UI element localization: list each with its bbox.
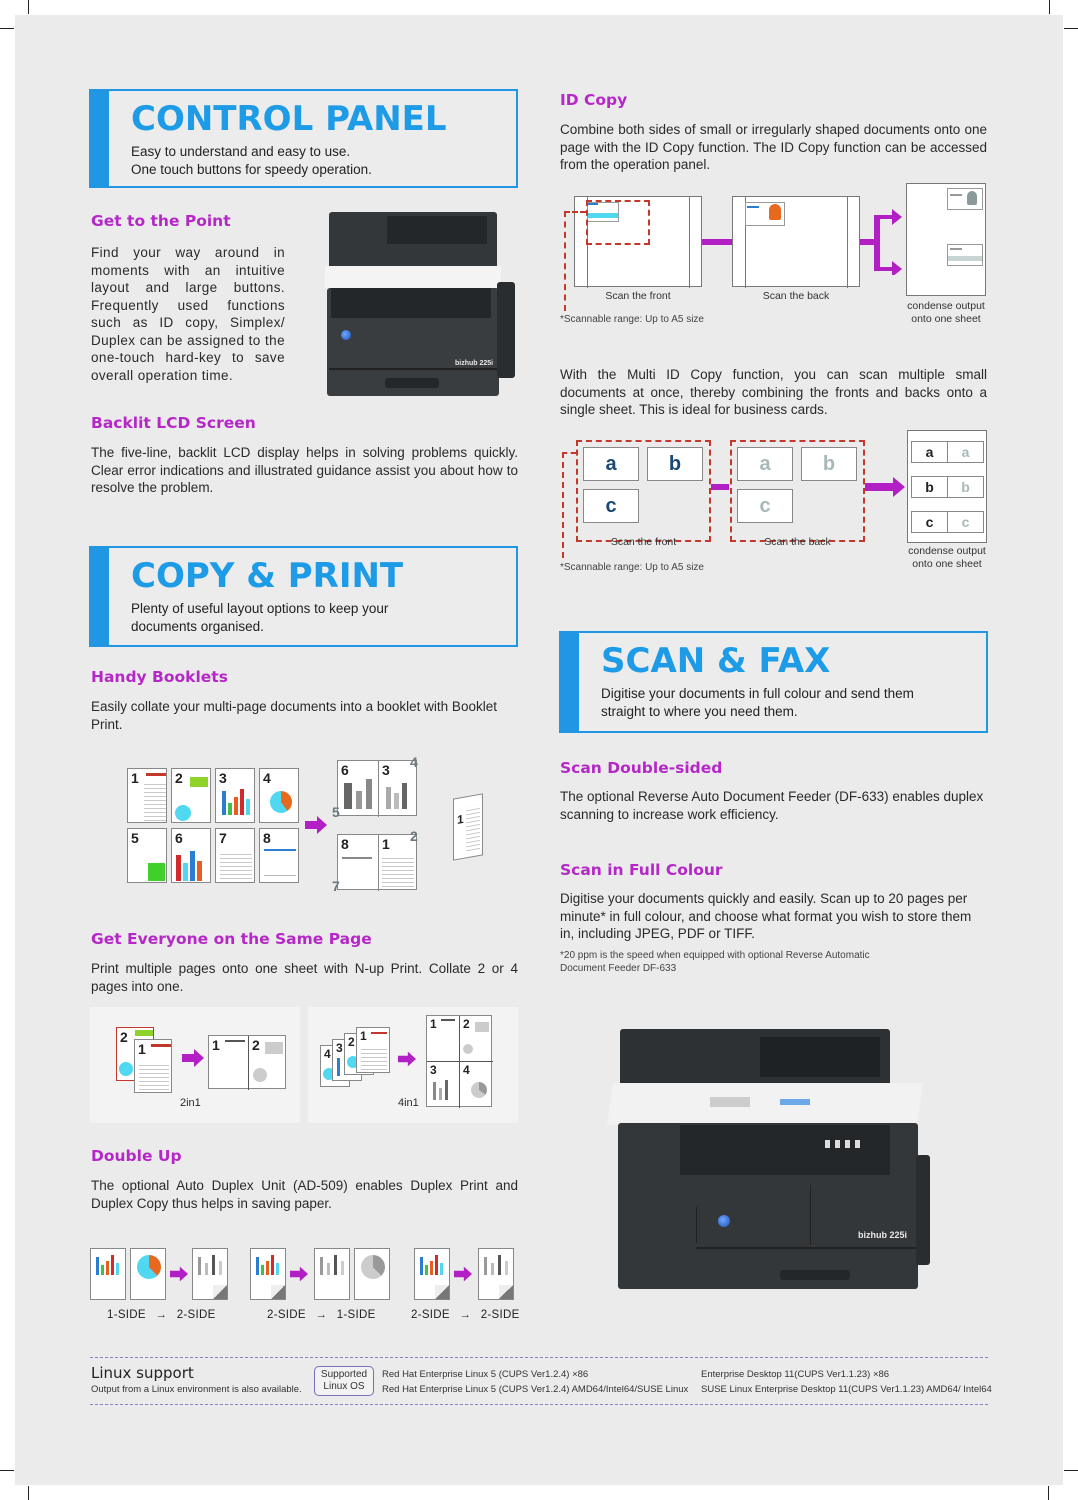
divider-bottom [90, 1404, 988, 1405]
card-front-a: a [583, 447, 639, 481]
4in1-output-sheet: 1 2 3 4 [426, 1015, 492, 1107]
page-thumb [134, 1039, 172, 1093]
mode-to: 2-SIDE [480, 1309, 520, 1321]
section-title: COPY & PRINT [131, 556, 404, 596]
body-get-to-the-point: Find your way around in moments with an intuitive layout and large buttons. Frequently used functions such as ID copy, Simplex/ Duplex can be assigned to the one-touch hard-key to save overall operation time. [91, 245, 285, 383]
spread-corner-number: 2 [410, 828, 418, 844]
spread-corner-number: 5 [332, 804, 340, 820]
booklet-spread-bottom [337, 834, 417, 890]
body-handy-booklets: Easily collate your multi-page documents into a booklet with Booklet Print. [91, 699, 497, 732]
divider-top [90, 1357, 988, 1358]
page-number: 8 [341, 836, 349, 852]
arrow-icon: → [459, 1309, 472, 1321]
multi-id-copy-diagram [560, 430, 990, 580]
body-multi-id-copy: With the Multi ID Copy function, you can scan multiple small documents at once, thereby combining the fronts and backs onto a single sheet. This is ideal for business cards. [560, 367, 987, 417]
brand-logo-icon [718, 1215, 730, 1227]
footnote-line: *20 ppm is the speed when equipped with optional Reverse Automatic [560, 950, 870, 961]
label-2in1: 2in1 [180, 1097, 201, 1109]
heading-get-to-the-point: Get to the Point [91, 212, 231, 230]
page-number: 8 [263, 830, 271, 846]
card-back-b: b [801, 447, 857, 481]
caption-scan-back: Scan the back [762, 290, 830, 302]
printer-image-large [610, 1025, 935, 1300]
mode-from: 1-SIDE [107, 1309, 146, 1321]
page-thumb: 4 [320, 1045, 350, 1087]
footnote-line: Document Feeder DF-633 [560, 963, 677, 974]
spread-corner-number: 4 [410, 754, 418, 770]
page-number: 6 [175, 830, 183, 846]
section-subtitle [601, 685, 914, 720]
caption-output: condense output onto one sheet [907, 300, 985, 325]
label-4in1: 4in1 [398, 1097, 419, 1109]
page-number: 2 [252, 1037, 260, 1053]
scannable-note: *Scannable range: Up to A5 size [560, 314, 704, 325]
arrow-right-icon [398, 1051, 416, 1067]
page-thumb [354, 1248, 390, 1300]
section-title: SCAN & FAX [601, 641, 831, 681]
nup-2in1-panel [90, 1007, 300, 1123]
page-thumb [127, 768, 167, 823]
body-scan-double-sided: The optional Reverse Auto Document Feeder (DF-633) enables duplex scanning to increase work efficiency. [560, 789, 984, 822]
page-thumb [250, 1248, 286, 1300]
page-number: 1 [212, 1037, 220, 1053]
printer-image [325, 210, 517, 398]
page-thumb: 2 [344, 1033, 374, 1075]
page-number: 6 [341, 762, 349, 778]
arrow-right-icon [290, 1266, 308, 1282]
output-card-back: c [947, 511, 984, 533]
page-number: 1 [382, 836, 390, 852]
booklet-spread-top [337, 760, 417, 816]
linux-subtitle: Output from a Linux environment is also available. [91, 1384, 302, 1395]
page-number: 4 [263, 770, 271, 786]
2in1-output-sheet [208, 1035, 286, 1089]
subtitle-line: Easy to understand and easy to use. [131, 144, 351, 159]
card-back-c: c [737, 489, 793, 523]
heading-nup: Get Everyone on the Same Page [91, 930, 372, 948]
model-label: bizhub 225i [455, 360, 494, 367]
duplex-2side-to-2side [410, 1248, 530, 1328]
nup-4in1-panel [308, 1007, 518, 1123]
duplex-mode-label [411, 1309, 520, 1321]
accent-bar [561, 633, 579, 731]
body-scan-full-colour: Digitise your documents quickly and easily. Scan up to 20 pages per minute* in full colour, and choose what format you wish to store them in, including JPEG, PDF or TIFF. [560, 891, 972, 941]
body-double-up: The optional Auto Duplex Unit (AD-509) enables Duplex Print and Duplex Copy thus helps in saving paper. [91, 1178, 518, 1211]
output-card-front: a [911, 441, 948, 463]
page-number: 3 [382, 762, 390, 778]
page-thumb [259, 768, 299, 823]
page-number: 1 [138, 1041, 146, 1057]
page-number: 3 [219, 770, 227, 786]
page-number: 1 [457, 811, 464, 827]
body-backlit-lcd: The five-line, backlit LCD display helps in solving problems quickly. Clear error indications and illustrated guidance assist you about how to resolve the problem. [91, 445, 518, 495]
page-thumb: 3 [332, 1039, 362, 1081]
page-thumb [130, 1248, 166, 1300]
caption-output: condense output onto one sheet [908, 545, 986, 570]
control-buttons [825, 1140, 865, 1148]
card-front-c: c [583, 489, 639, 523]
os-entry: SUSE Linux Enterprise Desktop 11(CUPS Ver1.1.23) AMD64/ Intel64 [701, 1384, 992, 1395]
caption-scan-front: Scan the front [605, 290, 671, 302]
id-copy-diagram [560, 183, 990, 333]
arrow-icon: → [155, 1309, 168, 1321]
page-thumb [314, 1248, 350, 1300]
mode-to: 2-SIDE [176, 1309, 216, 1321]
page-thumb: 1 [356, 1027, 390, 1073]
supported-linux-os-badge [314, 1366, 374, 1396]
section-subtitle [131, 600, 388, 635]
accent-bar [91, 91, 109, 186]
crop-mark [0, 28, 14, 29]
os-entry: Enterprise Desktop 11(CUPS Ver1.1.23) ×86 [701, 1369, 890, 1380]
page-number: 1 [131, 770, 139, 786]
arrow-right-icon [305, 816, 327, 834]
card-front-b: b [647, 447, 703, 481]
crop-mark [1049, 0, 1050, 14]
body-id-copy: Combine both sides of small or irregularly shaped documents onto one page with the ID Copy function. The ID Copy function can be accessed from the operation panel. [560, 122, 987, 172]
scan-fax-header [559, 631, 988, 733]
page-thumb [215, 828, 255, 883]
booklet-diagram [127, 754, 497, 894]
subtitle-line: One touch buttons for speedy operation. [131, 161, 372, 177]
body-nup: Print multiple pages onto one sheet with N-up Print. Collate 2 or 4 pages into one. [91, 961, 518, 994]
caption-scan-front: Scan the front [610, 536, 677, 548]
page-thumb [90, 1248, 126, 1300]
page-thumb [259, 828, 299, 883]
linux-title: Linux support [91, 1364, 194, 1382]
arrow-right-icon [170, 1266, 188, 1282]
booklet-stack [453, 793, 483, 860]
subtitle-line: straight to where you need them. [601, 703, 798, 719]
crop-mark [28, 1486, 29, 1500]
caption-scan-back: Scan the back [764, 536, 831, 548]
copy-print-header [89, 546, 518, 647]
output-card-front: b [911, 476, 948, 498]
page-number: 2 [175, 770, 183, 786]
page-thumb [127, 828, 167, 883]
split-arrow-icon [860, 209, 902, 275]
arrow-right-icon [865, 477, 905, 497]
heading-scan-full-colour: Scan in Full Colour [560, 861, 723, 879]
output-sheet [906, 183, 986, 296]
crop-mark [1064, 1470, 1078, 1471]
page-number: 7 [219, 830, 227, 846]
model-label: bizhub 225i [858, 1230, 908, 1240]
page-thumb [171, 828, 211, 883]
heading-handy-booklets: Handy Booklets [91, 668, 228, 686]
crop-mark [0, 1470, 14, 1471]
duplex-1side-to-2side [90, 1248, 240, 1328]
card-back-a: a [737, 447, 793, 481]
page-thumb [192, 1248, 228, 1300]
page-number: 5 [131, 830, 139, 846]
os-entry: Red Hat Enterprise Linux 5 (CUPS Ver1.2.4) AMD64/Intel64/SUSE Linux [382, 1384, 689, 1395]
page-thumb [414, 1248, 450, 1300]
output-card-back: a [947, 441, 984, 463]
page-thumb [171, 768, 211, 823]
arrow-right-icon [454, 1266, 472, 1282]
os-entry: Red Hat Enterprise Linux 5 (CUPS Ver1.2.4) ×86 [382, 1369, 589, 1380]
heading-scan-double-sided: Scan Double-sided [560, 759, 723, 777]
arrow-right-icon [182, 1049, 204, 1067]
mode-to: 1-SIDE [336, 1309, 376, 1321]
accent-bar [91, 548, 109, 645]
page-thumb [478, 1248, 514, 1300]
section-title: CONTROL PANEL [131, 99, 447, 139]
heading-backlit-lcd: Backlit LCD Screen [91, 414, 256, 432]
crop-mark [1064, 28, 1078, 29]
brand-logo-icon [341, 330, 351, 340]
subtitle-line: Plenty of useful layout options to keep your [131, 601, 389, 616]
crop-mark [28, 0, 29, 14]
heading-id-copy: ID Copy [560, 91, 628, 109]
crop-mark [1048, 1486, 1049, 1500]
scan-range-box [586, 200, 650, 245]
output-card-back: b [947, 476, 984, 498]
spread-corner-number: 7 [332, 878, 340, 894]
heading-double-up: Double Up [91, 1147, 182, 1165]
duplex-2side-to-1side [250, 1248, 400, 1328]
badge-line: Linux OS [323, 1381, 365, 1392]
duplex-mode-label [267, 1309, 376, 1321]
duplex-mode-label [107, 1309, 216, 1321]
mode-from: 2-SIDE [411, 1309, 450, 1321]
output-card-front: c [911, 511, 948, 533]
subtitle-line: documents organised. [131, 618, 264, 634]
output-sheet [907, 430, 987, 543]
page-thumb [215, 768, 255, 823]
page-number: 2 [120, 1029, 128, 1045]
scannable-note: *Scannable range: Up to A5 size [560, 562, 704, 573]
footnote [560, 949, 870, 975]
scan-bed-back [732, 196, 860, 287]
arrow-icon: → [315, 1309, 328, 1321]
badge-line: Supported [320, 1369, 368, 1380]
subtitle-line: Digitise your documents in full colour and send them [601, 686, 914, 701]
section-subtitle [131, 143, 372, 178]
control-panel-header [89, 89, 518, 188]
mode-from: 2-SIDE [267, 1309, 306, 1321]
